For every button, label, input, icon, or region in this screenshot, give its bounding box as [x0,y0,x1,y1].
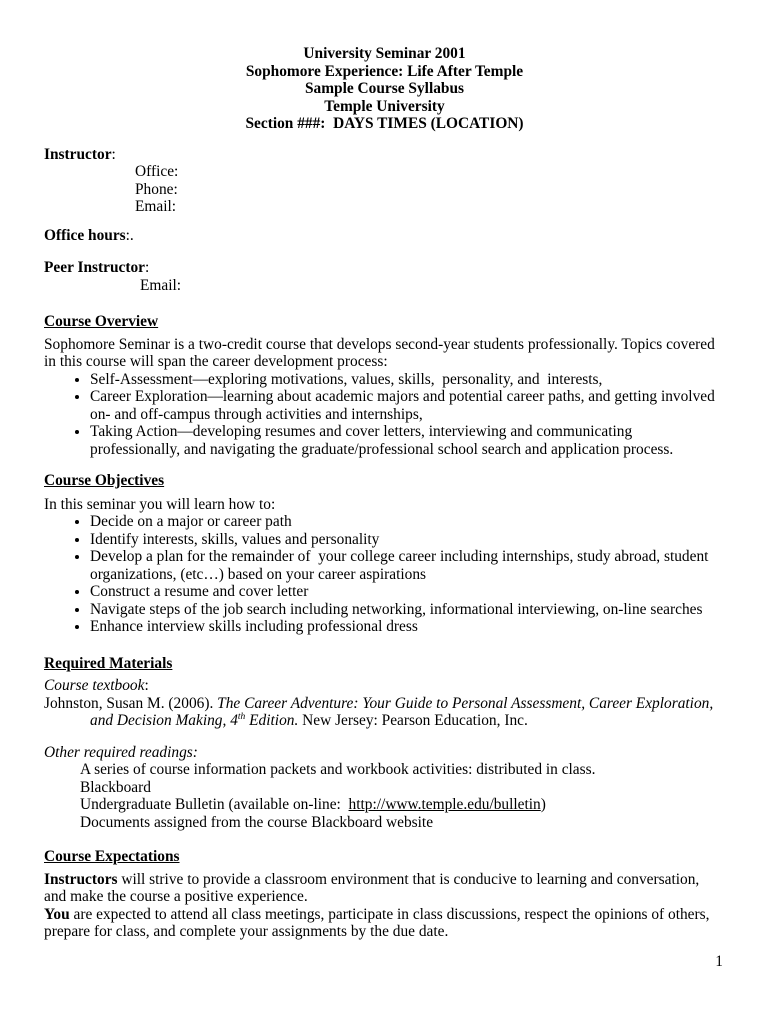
citation-publisher: New Jersey: Pearson Education, Inc. [298,712,528,729]
instructor-label [44,146,725,164]
course-textbook-label [44,677,725,695]
objective-bullet-interview: • Enhance interview skills including professional dress [90,618,725,636]
peer-instructor-block [44,259,725,294]
course-overview-intro: Sophomore Seminar is a two-credit course that develops second-year students professionally. Topics covered in this course will span the career development process: [44,335,719,370]
page-number: 1 [715,953,723,970]
section-heading-course-expectations [44,848,725,866]
course-overview-list [44,371,725,459]
textbook-citation [44,695,725,730]
expectations-instructors-bold: Instructors [44,870,118,888]
reading-item-blackboard: Blackboard [80,778,151,796]
expectations-you-bold: You [44,905,70,923]
instructor-label-colon: : [111,145,116,163]
objective-bullet-job-search: • Navigate steps of the job search including networking, informational interviewing, on-line searches [90,601,725,619]
title-line-syllabus: Sample Course Syllabus [304,80,465,97]
instructor-phone-label: Phone: [135,180,178,198]
instructor-label-bold: Instructor [44,145,112,163]
expectations-instructors-text: will strive to provide a classroom environment that is conducive to learning and conversation, and make the course a positive experience. [44,870,704,905]
expectations-para-instructors [44,871,725,906]
objective-bullet-interests: • Identify interests, skills, values and personality [90,531,725,549]
reading-item-packets: A series of course information packets and workbook activities: distributed in class. [80,761,596,778]
overview-bullet-self-assessment: • Self-Assessment—exploring motivations, values, skills, personality, and interests, [90,371,725,389]
other-readings-label: Other required readings: [44,743,198,761]
section-heading-required-materials [44,655,725,673]
citation-title-part2: Edition. [245,712,299,729]
bulletin-text-suffix: ) [540,796,546,813]
peer-instructor-label-bold: Peer Instructor [44,259,146,276]
instructor-block [44,146,725,216]
course-objectives-intro: In this seminar you will learn how to: [44,495,276,513]
overview-bullet-career-exploration: • Career Exploration—learning about academic majors and potential career paths, and getting involved on- and off-campus through activities and internships, [90,388,725,423]
course-textbook-label-colon: : [144,677,149,694]
citation-author: Johnston, Susan M. (2006). [44,694,218,712]
section-heading-course-overview [44,313,725,331]
peer-instructor-label-colon: : [145,259,150,276]
peer-instructor-label [44,259,725,277]
title-line-subtitle: Sophomore Experience: Life After Temple [245,62,524,80]
course-textbook-label-italic: Course textbook [44,677,145,694]
bulletin-link[interactable]: http://www.temple.edu/bulletin [348,796,541,813]
overview-bullet-taking-action: • Taking Action—developing resumes and cover letters, interviewing and communicating professionally, and navigating the graduate/professional school search and application process. [90,423,725,458]
citation-edition-ordinal: th [237,711,246,722]
title-block [44,45,725,133]
title-line-course: University Seminar 2001 [303,45,466,62]
reading-item-bulletin [80,796,725,814]
other-readings-list [44,761,725,831]
course-overview-heading-text: Course Overview [44,313,159,330]
office-hours-label-bold: Office hours [44,226,126,244]
title-line-university: Temple University [324,97,445,115]
objective-bullet-resume: • Construct a resume and cover letter [90,583,725,601]
course-objectives-heading-text: Course Objectives [44,472,165,489]
office-hours-suffix: :. [125,226,134,244]
instructor-office-label: Office: [135,163,179,180]
instructor-email-label: Email: [135,198,177,215]
office-hours-label [44,227,725,245]
required-materials-heading-text: Required Materials [44,654,173,672]
reading-item-documents: Documents assigned from the course Blackboard website [80,813,434,831]
objective-bullet-major: • Decide on a major or career path [90,513,725,531]
objective-bullet-plan: • Develop a plan for the remainder of your college career including internships, study abroad, student organizations, (etc…) based on your career aspirations [90,548,725,583]
peer-email-label: Email: [140,276,182,294]
course-objectives-list [44,513,725,636]
expectations-you-text: are expected to attend all class meetings, participate in class discussions, respect the opinions of others, prepare for class, and complete your assignments by the due date. [44,905,714,940]
citation-title-part1: The Career Adventure: Your Guide to Personal Assessment, Career Exploration, and Decision Making, 4 [90,694,718,729]
title-line-section: Section ###: DAYS TIMES (LOCATION) [245,115,524,132]
course-expectations-heading-text: Course Expectations [44,848,180,865]
section-heading-course-objectives [44,472,725,490]
expectations-para-you [44,906,725,941]
bulletin-text-prefix: Undergraduate Bulletin (available on-line: [80,796,349,813]
